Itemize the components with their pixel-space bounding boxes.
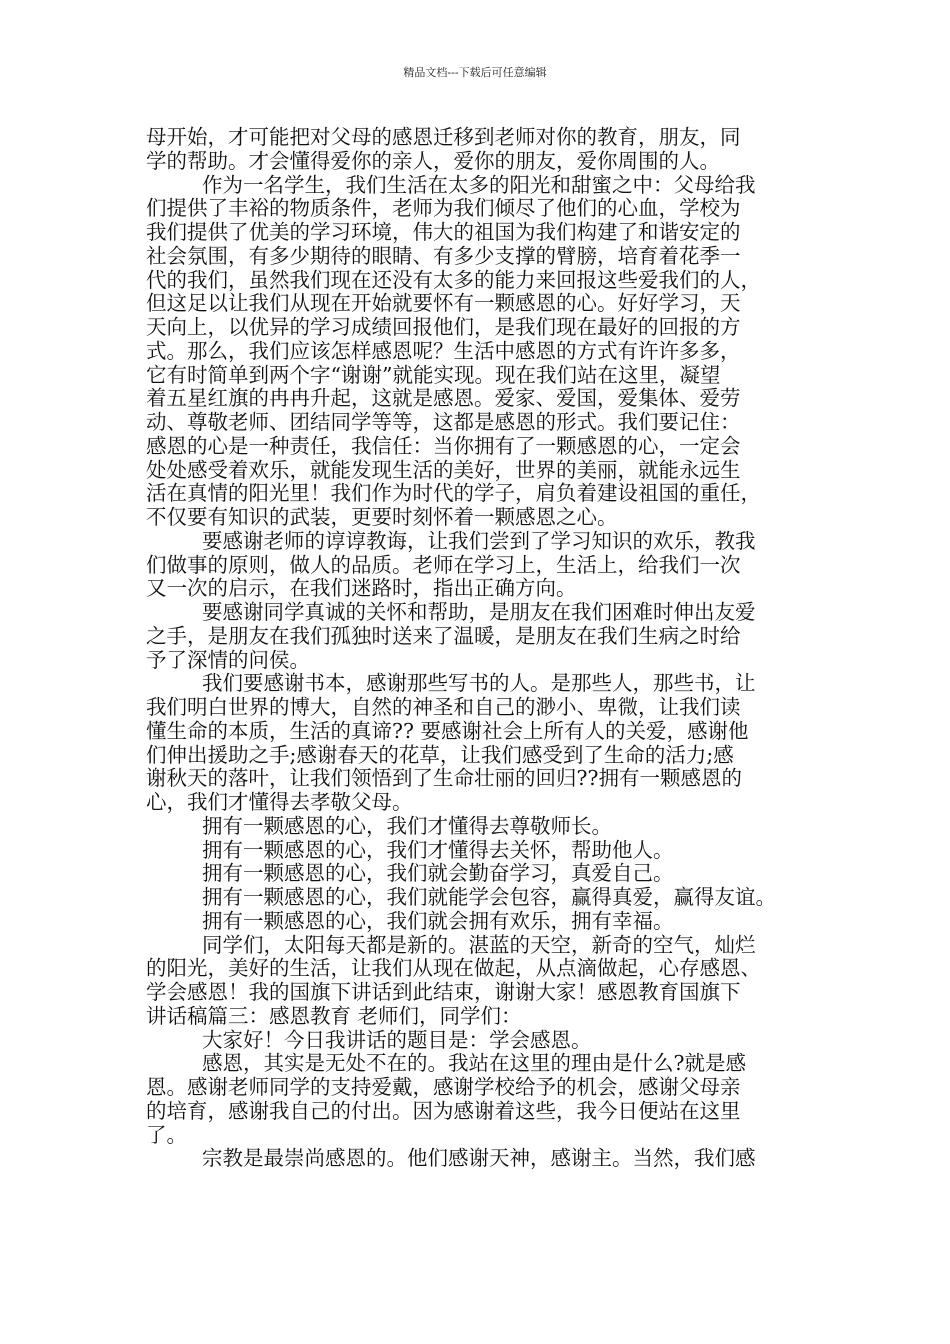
text-line: 的阳光，美好的生活，让我们从现在做起，从点滴做起，心存感恩、 <box>146 956 761 981</box>
text-line: 了。 <box>146 1122 187 1147</box>
text-line: 的培育，感谢我自己的付出。因为感谢着这些，我今日便站在这里 <box>146 1098 741 1123</box>
text-line: 作为一名学生，我们生活在太多的阳光和甜蜜之中：父母给我 <box>202 172 756 197</box>
text-line: 们提供了丰裕的物质条件，老师为我们倾尽了他们的心血，学校为 <box>146 196 741 221</box>
text-line: 心，我们才懂得去孝敬父母。 <box>146 790 413 814</box>
text-line: 拥有一颗感恩的心，我们就会勤奋学习，真爱自己。 <box>202 861 674 886</box>
text-line: 们伸出援助之手;感谢春天的花草，让我们感受到了生命的活力;感 <box>146 742 734 767</box>
text-line: 处处感受着欢乐，就能发现生活的美好，世界的美丽，就能永远生 <box>146 457 741 482</box>
text-line: 拥有一颗感恩的心，我们才懂得去尊敬师长。 <box>202 813 612 838</box>
text-line: 学会感恩！我的国旗下讲话到此结束，谢谢大家！感恩教育国旗下 <box>146 980 741 1004</box>
text-line: 们做事的原则，做人的品质。老师在学习上，生活上，给我们一次 <box>146 552 741 577</box>
text-line: 着五星红旗的冉冉升起，这就是感恩。爱家、爱国，爱集体、爱劳 <box>146 386 741 411</box>
text-line: 动、尊敬老师、团结同学等等，这都是感恩的形式。我们要记住： <box>146 410 741 434</box>
text-line: 予了深情的问侯。 <box>146 647 310 672</box>
text-line: 学的帮助。才会懂得爱你的亲人，爱你的朋友，爱你周围的人。 <box>146 148 720 173</box>
text-line: 我们提供了优美的学习环境，伟大的祖国为我们构建了和谐安定的 <box>146 220 741 244</box>
text-line: 代的我们，虽然我们现在还没有太多的能力来回报这些爱我们的人， <box>146 267 761 292</box>
text-line: 讲话稿篇三：感恩教育 老师们，同学们： <box>146 1003 522 1028</box>
text-line: 我们明白世界的博大，自然的神圣和自己的渺小、卑微，让我们读 <box>146 695 741 719</box>
page-header: 精品文档---下载后可任意编辑 <box>403 66 547 79</box>
text-line: 拥有一颗感恩的心，我们就会拥有欢乐，拥有幸福。 <box>202 908 674 933</box>
text-line: 不仅要有知识的武装，更要时刻怀着一颗感恩之心。 <box>146 505 618 529</box>
text-line: 要感谢老师的谆谆教诲，让我们尝到了学习知识的欢乐，教我 <box>202 528 756 553</box>
text-line: 天向上，以优异的学习成绩回报他们，是我们现在最好的回报的方 <box>146 315 741 339</box>
text-line: 它有时简单到两个字“谢谢”就能实现。现在我们站在这里，凝望 <box>146 362 721 387</box>
text-line: 拥有一颗感恩的心，我们才懂得去关怀，帮助他人。 <box>202 837 674 862</box>
text-line: 活在真情的阳光里！我们作为时代的学子，肩负着建设祖国的重任， <box>146 481 761 506</box>
text-line: 宗教是最崇尚感恩的。他们感谢天神，感谢主。当然，我们感 <box>202 1146 756 1171</box>
text-line: 懂生命的本质，生活的真谛?? 要感谢社会上所有人的关爱，感谢他 <box>146 718 749 743</box>
text-line: 母开始，才可能把对父母的感恩迁移到老师对你的教育，朋友，同 <box>146 125 741 149</box>
text-line: 感恩的心是一种责任，我信任：当你拥有了一颗感恩的心，一定会 <box>146 433 741 458</box>
text-line: 感恩，其实是无处不在的。我站在这里的理由是什么?就是感 <box>202 1051 746 1076</box>
text-line: 式。那么，我们应该怎样感恩呢？生活中感恩的方式有许许多多， <box>146 338 741 363</box>
text-line: 又一次的启示，在我们迷路时，指出正确方向。 <box>146 576 577 601</box>
text-line: 谢秋天的落叶，让我们领悟到了生命壮丽的回归??拥有一颗感恩的 <box>146 766 742 791</box>
text-line: 同学们，太阳每天都是新的。湛蓝的天空，新奇的空气，灿烂 <box>202 932 756 957</box>
text-line: 大家好！今日我讲话的题目是：学会感恩。 <box>202 1027 592 1052</box>
text-line: 之手，是朋友在我们孤独时送来了温暖，是朋友在我们生病之时给 <box>146 623 741 648</box>
text-line: 恩。感谢老师同学的支持爱戴，感谢学校给予的机会，感谢父母亲 <box>146 1075 741 1099</box>
text-line: 要感谢同学真诚的关怀和帮助，是朋友在我们困难时伸出友爱 <box>202 600 756 624</box>
text-line: 我们要感谢书本，感谢那些写书的人。是那些人，那些书，让 <box>202 671 756 696</box>
text-line: 社会氛围，有多少期待的眼睛、有多少支撑的臂膀，培育着花季一 <box>146 243 741 268</box>
text-line: 拥有一颗感恩的心，我们就能学会包容，赢得真爱，赢得友谊。 <box>202 885 776 909</box>
document-body <box>146 126 810 1171</box>
text-line: 但这足以让我们从现在开始就要怀有一颗感恩的心。好好学习，天 <box>146 291 741 316</box>
